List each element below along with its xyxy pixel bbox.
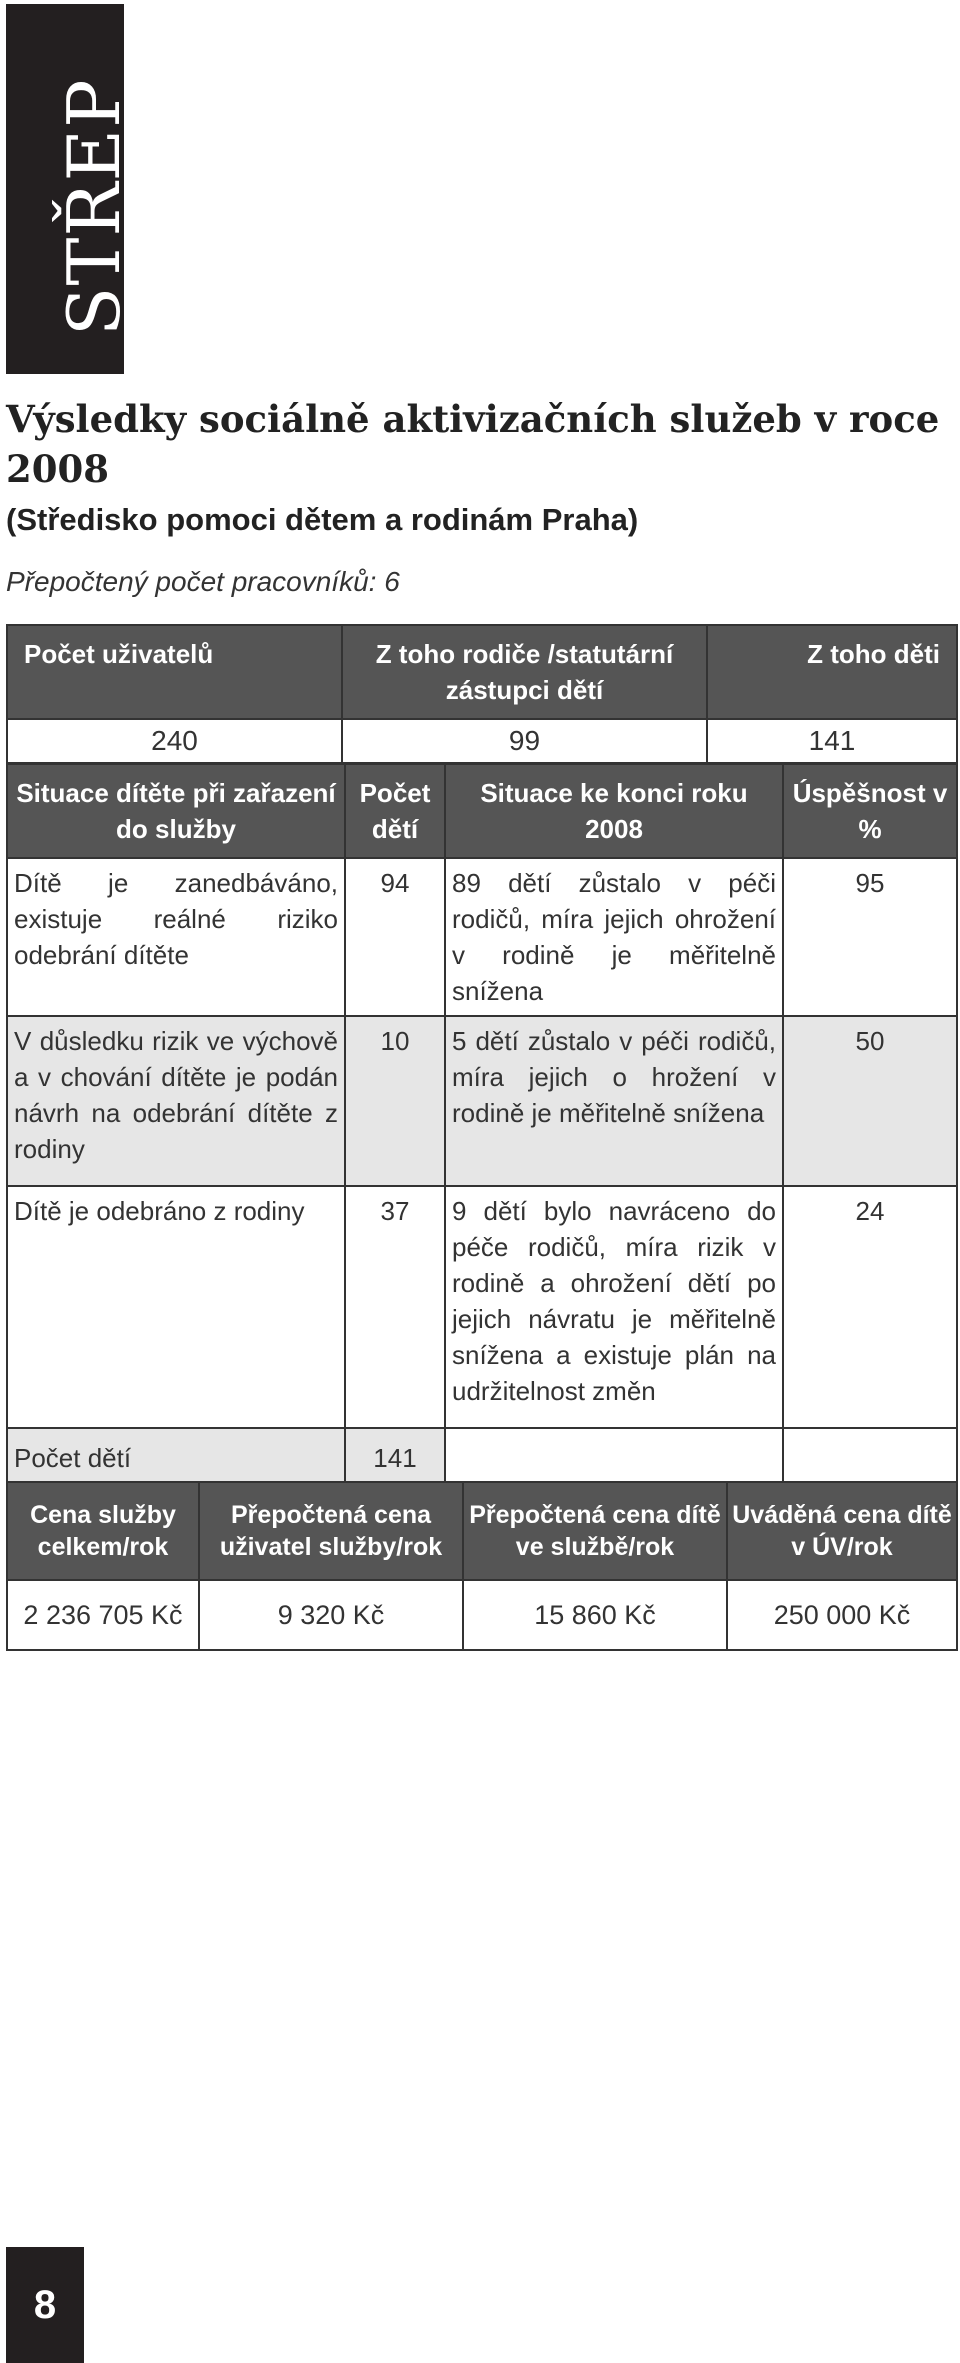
- header-cost-per-child: Přepočtená cena dítě ve službě/rok: [463, 1482, 727, 1580]
- outcome-cell: 89 dětí zůstalo v péči rodičů, míra jejich ohrožení v rodině je měřitelně snížena: [445, 858, 783, 1016]
- header-users-count: Počet uživatelů: [7, 625, 342, 719]
- empty-cell: [445, 1428, 783, 1488]
- cost-table-row: [7, 1580, 957, 1650]
- header-cost-per-user: Přepočtená cena uživatel služby/rok: [199, 1482, 463, 1580]
- count-cell: 10: [345, 1016, 445, 1186]
- header-total-cost: Cena služby celkem/rok: [7, 1482, 199, 1580]
- page-title: Výsledky sociálně aktivizačních služeb v roce 2008: [6, 397, 940, 491]
- users-table-header: [7, 625, 957, 719]
- staff-count: Přepočtený počet pracovníků: 6: [6, 566, 400, 597]
- section-tab: [6, 4, 136, 374]
- situation-cell: Dítě je zanedbáváno, existuje reálné riziko odebrání dítěte: [7, 858, 345, 1016]
- section-tab-label: STŘEP: [52, 78, 136, 336]
- users-count-value: 240: [7, 719, 342, 763]
- cost-per-child-value: 15 860 Kč: [463, 1580, 727, 1650]
- success-cell: 24: [783, 1186, 957, 1428]
- header-child-count: Počet dětí: [345, 764, 445, 858]
- cost-per-user-value: 9 320 Kč: [199, 1580, 463, 1650]
- situation-cell: V důsledku rizik ve výchově a v chování dítěte je podán návrh na odebrání dítěte z rodiny: [7, 1016, 345, 1186]
- users-table-row: [7, 719, 957, 763]
- cost-table-header: [7, 1482, 957, 1580]
- cost-table: [6, 1481, 958, 1651]
- header-parents: Z toho rodiče /statutární zástupci dětí: [342, 625, 707, 719]
- header-initial-situation: Situace dítěte při zařazení do služby: [7, 764, 345, 858]
- parents-value: 99: [342, 719, 707, 763]
- empty-cell: [783, 1428, 957, 1488]
- situation-cell: Dítě je odebráno z rodiny: [7, 1186, 345, 1428]
- header-final-situation: Situace ke konci roku 2008: [445, 764, 783, 858]
- success-cell: 50: [783, 1016, 957, 1186]
- cost-institution-value: 250 000 Kč: [727, 1580, 957, 1650]
- header-children: Z toho děti: [707, 625, 957, 719]
- users-table: [6, 624, 958, 764]
- total-cost-value: 2 236 705 Kč: [7, 1580, 199, 1650]
- total-label: Počet dětí: [7, 1428, 345, 1488]
- table-row: [7, 1016, 957, 1186]
- page-number: 8: [6, 2247, 84, 2363]
- page-subtitle: (Středisko pomoci dětem a rodinám Praha): [6, 502, 639, 537]
- count-cell: 94: [345, 858, 445, 1016]
- total-value: 141: [345, 1428, 445, 1488]
- count-cell: 37: [345, 1186, 445, 1428]
- children-value: 141: [707, 719, 957, 763]
- success-cell: 95: [783, 858, 957, 1016]
- situation-table-header: [7, 764, 957, 858]
- total-row: [7, 1428, 957, 1488]
- outcome-cell: 9 dětí bylo navráceno do péče rodičů, míra rizik v rodině a ohrožení dětí po jejich návratu je měřitelně snížena a existuje plán na udržitelnost změn: [445, 1186, 783, 1428]
- situation-table: [6, 763, 958, 1489]
- header-cost-institution: Uváděná cena dítě v ÚV/rok: [727, 1482, 957, 1580]
- table-row: [7, 1186, 957, 1428]
- table-row: [7, 858, 957, 1016]
- outcome-cell: 5 dětí zůstalo v péči rodičů, míra jejich o hrožení v rodině je měřitelně snížena: [445, 1016, 783, 1186]
- header-success-rate: Úspěšnost v %: [783, 764, 957, 858]
